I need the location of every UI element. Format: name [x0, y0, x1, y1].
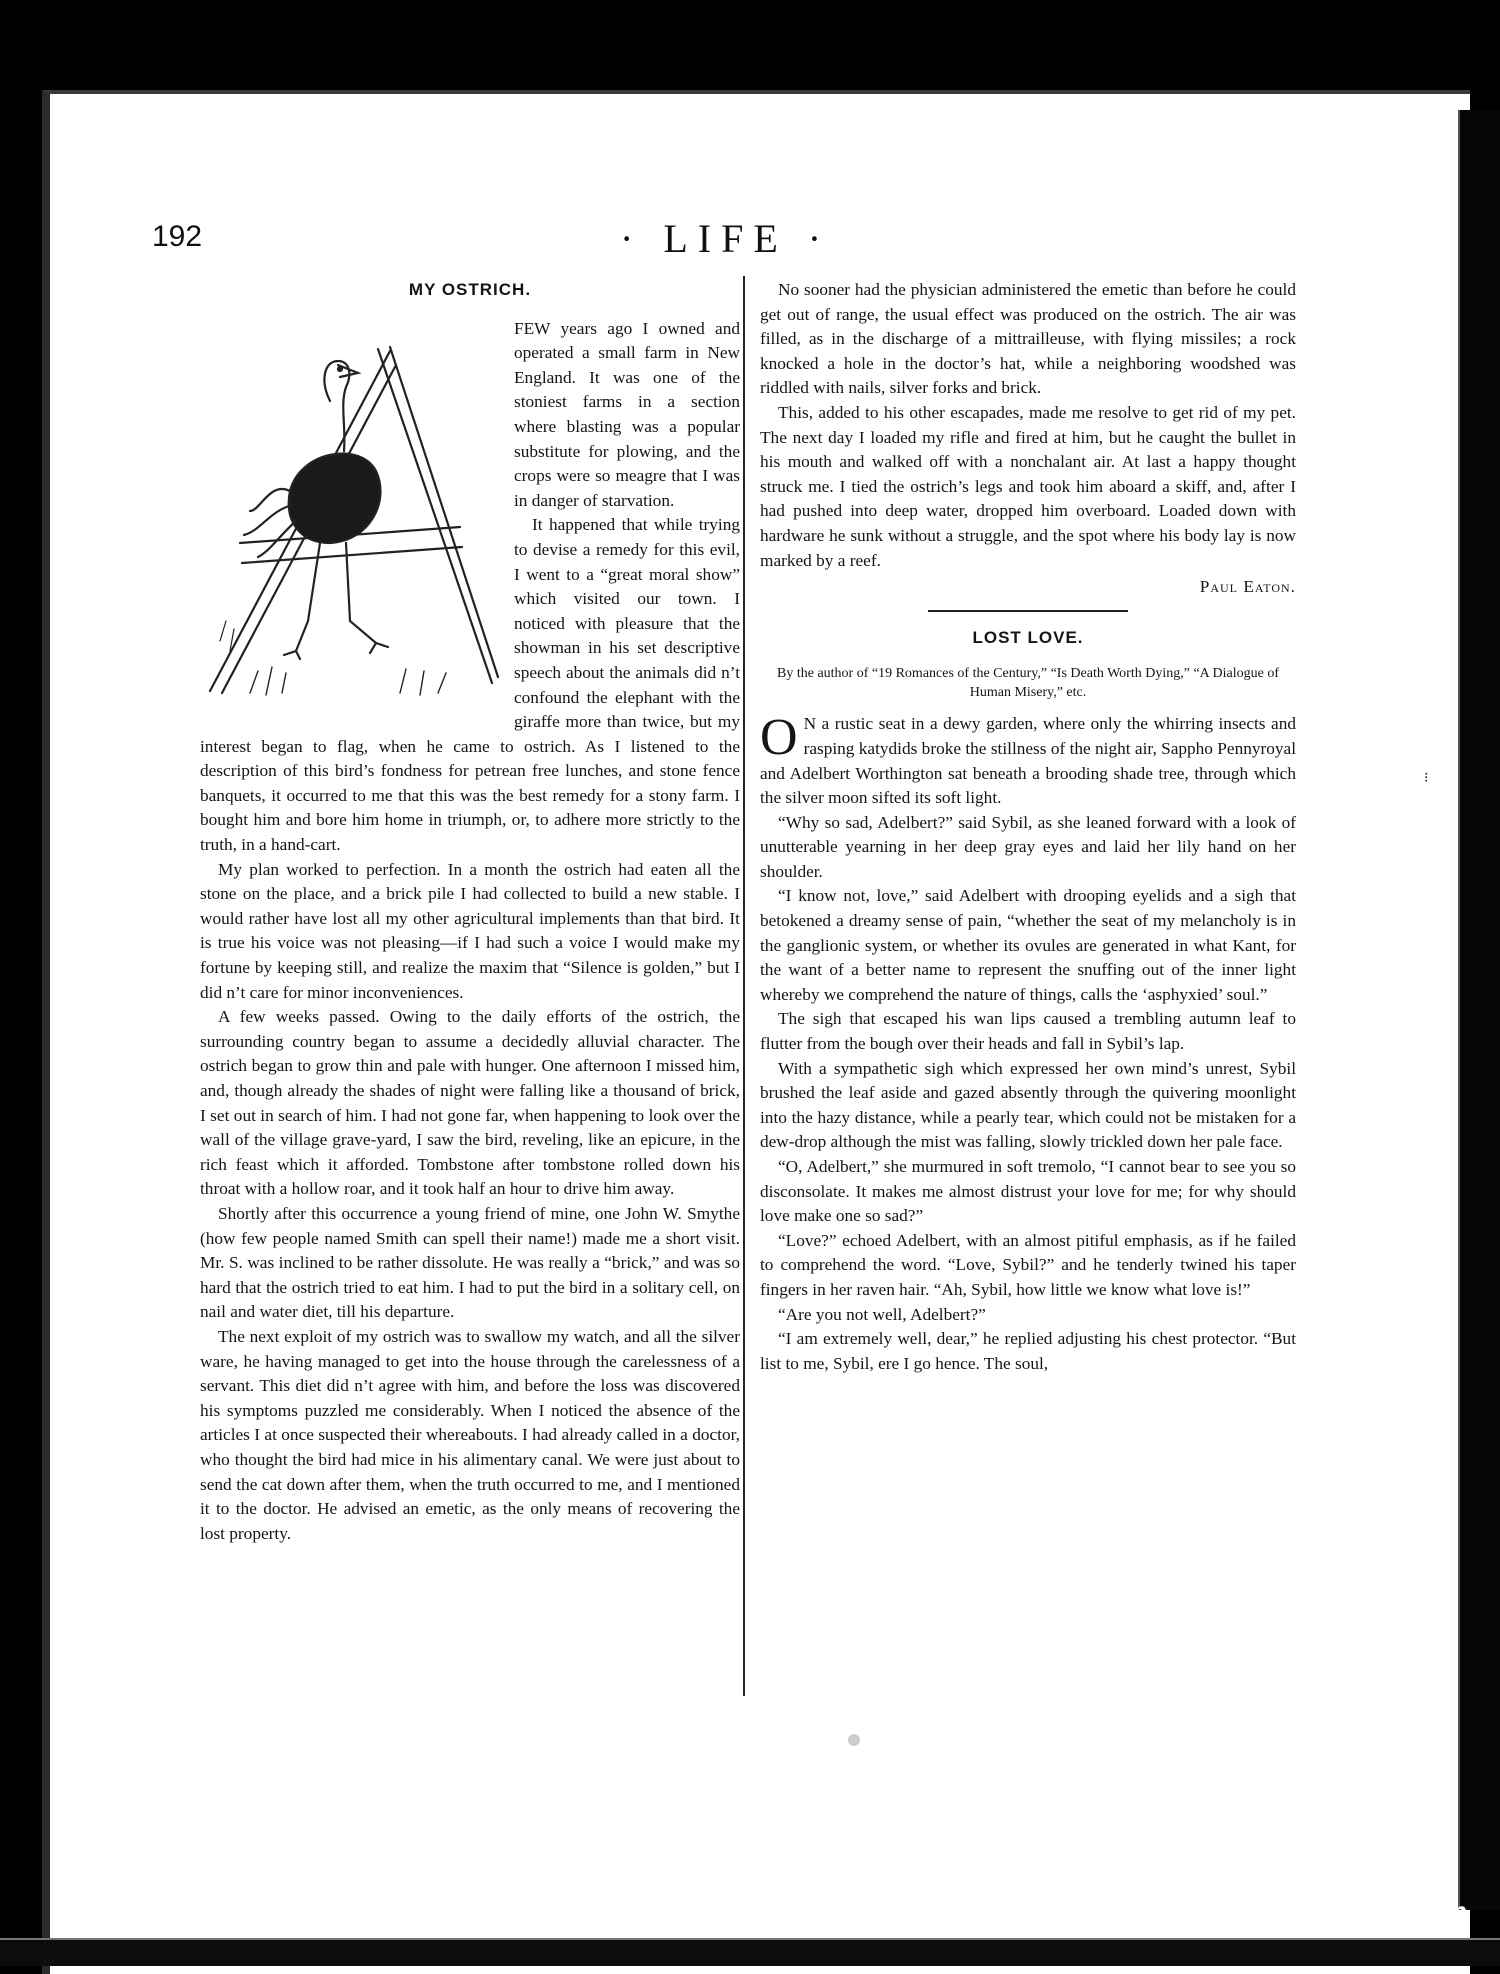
article-title-lost-love: LOST LOVE.: [972, 627, 1084, 647]
ostrich-paragraph-5: Shortly after this occurrence a young friend of mine, one John W. Smythe (how few people named Smith can spell their name!) made me a short visit. Mr. S. was inclined to be rather dissolute. He was really a “brick,” and was so hard that the ostrich tried to eat him. I had to put the bird in a solitary cell, on nail and water diet, till his departure.: [200, 1203, 740, 1322]
drop-cap: O: [760, 709, 798, 767]
scan-dot-mark: [848, 1734, 860, 1746]
watermark: comicbooks.com: [1226, 1896, 1469, 1927]
facing-page-edge: [1458, 110, 1500, 1910]
love-paragraph-3: “I know not, love,” said Adelbert with drooping eyelids and a sigh that betokened a dreamy sense of pain, “whether the seat of my melancholy is in the ganglionic system, or whether its ovules are generated in what Kant, for the want of a better name to represent the snuffing out of the inner light whereby we comprehend the nature of things, calls the ‘asphyxied’ soul.”: [760, 886, 1296, 1004]
ostrich-paragraph-1: FEW years ago I owned and operated a small farm in New England. It was one of the stoniest farms in a section where blasting was a popular substitute for plowing, and the crops were so meagre that I was in danger of starvation.: [514, 318, 740, 510]
ostrich-author: Paul Eaton.: [1199, 577, 1296, 597]
love-paragraph-2: “Why so sad, Adelbert?” said Sybil, as she leaned forward with a look of unutterable yearning in her deep gray eyes and laid her lily hand on her shoulder.: [760, 812, 1296, 881]
article-title-ostrich: MY OSTRICH.: [408, 280, 532, 299]
ostrich-paragraph-2: It happened that while trying to devise a remedy for this evil, I went to a “great moral show” which visited our town. I noticed with pleasure that the showman in his set descriptive speech about the animals did n’t confound the elephant with the giraffe more than twice, but my interest began to flag, when he came to ostrich. As I listened to the description of this bird’s fondness for petrean free lunches, and stone fence banquets, it occurred to me that this was the best remedy for a stony farm. I bought him and bore him home in triumph, or, to adhere more strictly to the truth, in a hand-cart.: [200, 515, 740, 855]
love-paragraph-1: [760, 709, 1296, 810]
love-paragraph-4: The sigh that escaped his wan lips caused a trembling autumn leaf to flutter from the bough over their heads and fall in Sybil’s lap.: [760, 1009, 1296, 1054]
page-number: 192: [152, 220, 203, 253]
love-paragraph-8: “Are you not well, Adelbert?”: [778, 1304, 986, 1324]
left-column: [200, 278, 740, 1546]
article-separator: [928, 610, 1128, 612]
ostrich-paragraph-8: This, added to his other escapades, made me resolve to get rid of my pet. The next day I loaded my rifle and fired at him, but he caught the bullet in his mouth and walked off with a nonchalant air. At last a happy thought struck me. I tied the ostrich’s legs and took him aboard a skiff, and, after I had pushed into deep water, dropped him overboard. Loaded down with hardware he sunk without a struggle, and the spot where his body lay is now marked by a reef.: [760, 402, 1296, 570]
ostrich-paragraph-7: No sooner had the physician administered the emetic than before he could get out of range, the usual effect was produced on the ostrich. The air was filled, as in the discharge of a mittrailleuse, with flying missiles; a rock knocked a hole in the doctor’s hat, while a neighboring woodshed was riddled with nails, silver forks and brick.: [760, 280, 1296, 398]
masthead-title: · LIFE ·: [620, 216, 832, 261]
ostrich-paragraph-4: A few weeks passed. Owing to the daily efforts of the ostrich, the surrounding country began to assume a decidedly alluvial character. The ostrich began to grow thin and pale with hunger. One afternoon I missed him, and, though already the shades of night were falling like a thousand of brick, I set out in search of him. I had not gone far, when happening to look over the wall of the village grave-yard, I saw the bird, reveling, like an epicure, in the rich feast which it afforded. Tombstone after tombstone rolled down his throat with a hollow roar, and it took half an hour to drive him away.: [200, 1007, 740, 1199]
article-byline: By the author of “19 Romances of the Century,” “Is Death Worth Dying,” “A Dialogue of Human Misery,” etc.: [777, 666, 1279, 701]
love-paragraph-9: “I am extremely well, dear,” he replied adjusting his chest protector. “But list to me, Sybil, ere I go hence. The soul,: [760, 1329, 1296, 1373]
right-column: [760, 278, 1296, 1376]
ostrich-paragraph-6: The next exploit of my ostrich was to swallow my watch, and all the silver ware, he having managed to get into the house through the carelessness of a servant. This diet did n’t agree with him, and before the loss was discovered his symptoms puzzled me considerably. When I noticed the absence of the articles I at once suspected their whereabouts. I had already called in a doctor, who thought the bird had mice in his alimentary canal. We were just about to send the cat down after them, when the truth occurred to me, and I mentioned it to the doctor. He advised an emetic, as the only means of recovering the lost property.: [200, 1326, 740, 1543]
love-paragraph-6: “O, Adelbert,” she murmured in soft tremolo, “I cannot bear to see you so disconsolate. It makes me almost distrust your love for me; for why should love make one so sad?”: [760, 1157, 1296, 1226]
love-paragraph-7: “Love?” echoed Adelbert, with an almost pitiful emphasis, as if he failed to comprehend the word. “Love, Sybil?” and he tenderly twined his taper fingers in her raven hair. “Ah, Sybil, how little we know what love is!”: [760, 1230, 1296, 1299]
scan-bottom-edge: [0, 1938, 1500, 1966]
ostrich-illustration: [200, 321, 500, 709]
scan-speck: ⁝: [1424, 771, 1429, 786]
ostrich-paragraph-3: My plan worked to perfection. In a month the ostrich had eaten all the stone on the place, and a brick pile I had collected to build a new stable. I would rather have lost all my other agricultural implements than that bird. It is true his voice was not pleasing—if I had such a voice I would make my fortune by keeping still, and realize the maxim that “Silence is golden,” but I did n’t care for minor inconveniences.: [200, 859, 740, 1002]
love-paragraph-5: With a sympathetic sigh which expressed her own mind’s unrest, Sybil brushed the leaf aside and gazed absently through the quivering moonlight into the hazy distance, while a pearly tear, which could not be mistaken for a dew-drop although the mist was falling, slowly trickled down her pale face.: [760, 1058, 1296, 1152]
column-divider: [743, 276, 745, 1696]
love-paragraph-1-text: N a rustic seat in a dewy garden, where only the whirring insects and rasping katydids broke the stillness of the night air, Sappho Pennyroyal and Adelbert Worthington sat beneath a brooding shade tree, through which the silver moon sifted its soft light.: [760, 714, 1296, 808]
